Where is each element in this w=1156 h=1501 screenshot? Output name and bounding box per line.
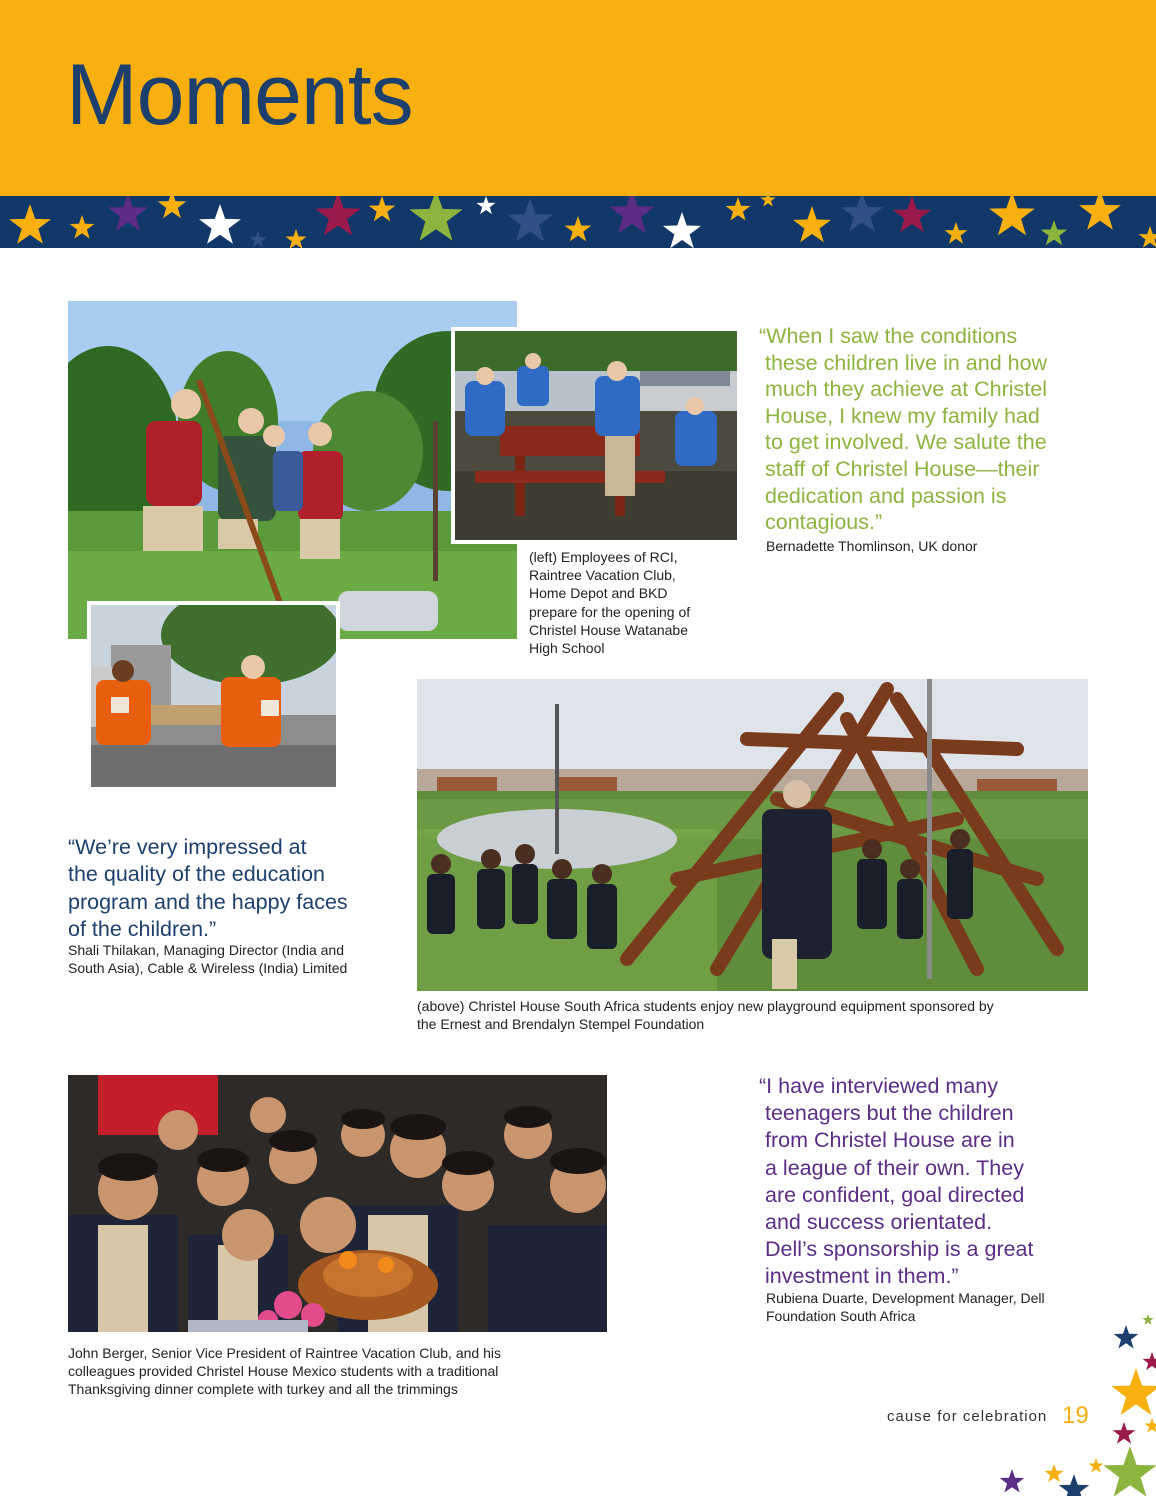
caption-line: the Ernest and Brendalyn Stempel Foundation — [417, 1016, 705, 1033]
quote-line: “I have interviewed many — [759, 1074, 998, 1098]
quote-bernadette — [759, 323, 1047, 536]
quote-line: program and the happy faces — [68, 889, 348, 914]
star-banner-art — [0, 196, 1156, 248]
caption-line: Thanksgiving dinner complete with turkey and all the trimmings — [68, 1381, 458, 1398]
quote-line: contagious.” — [765, 510, 883, 535]
caption-line: John Berger, Senior Vice President of Raintree Vacation Club, and his — [68, 1345, 501, 1361]
attribution-line: South Asia), Cable & Wireless (India) Limited — [68, 960, 348, 976]
quote-line: much they achieve at Christel — [765, 377, 1048, 402]
playground-photo — [417, 679, 1088, 991]
caption-thanksgiving — [68, 1344, 501, 1399]
attribution-line: Rubiena Duarte, Development Manager, Dell — [766, 1290, 1045, 1306]
quote-line: and success orientated. — [765, 1210, 993, 1235]
quote-line: House, I knew my family had — [765, 403, 1040, 428]
quote-line: from Christel House are in — [765, 1128, 1015, 1153]
caption-volunteers — [529, 548, 690, 657]
quote-line: are confident, goal directed — [765, 1182, 1025, 1207]
caption-playground — [417, 997, 994, 1033]
quote-shali — [68, 834, 348, 943]
page-number: 19 — [1062, 1402, 1089, 1429]
quote-line: these children live in and how — [765, 350, 1048, 375]
quote-line: the quality of the education — [68, 862, 325, 887]
caption-line: (left) Employees of RCI, — [529, 549, 678, 565]
thanksgiving-photo — [68, 1075, 607, 1332]
quote-rubiena — [759, 1073, 1034, 1291]
attribution-line: Foundation South Africa — [766, 1308, 916, 1324]
quote-line: “When I saw the conditions — [759, 324, 1018, 348]
caption-line: Home Depot and BKD — [529, 585, 668, 602]
corner-stars-icon — [990, 1306, 1156, 1496]
quote-attribution — [68, 941, 347, 977]
quote-line: staff of Christel House—their — [765, 456, 1040, 481]
footer-text: cause for celebration — [887, 1408, 1048, 1425]
page-title: Moments — [66, 47, 413, 143]
caption-line: prepare for the opening of — [529, 603, 691, 620]
caption-line: colleagues provided Christel House Mexico students with a traditional — [68, 1363, 499, 1380]
quote-line: Dell’s sponsorship is a great — [765, 1237, 1034, 1262]
truck-photo — [87, 601, 340, 791]
banner-stars-icon — [9, 196, 1156, 248]
quote-line: investment in them.” — [765, 1264, 959, 1289]
quote-line: a league of their own. They — [765, 1155, 1024, 1180]
quote-line: teenagers but the children — [765, 1101, 1014, 1126]
caption-line: High School — [529, 640, 605, 657]
attribution-line: Shali Thilakan, Managing Director (India and — [68, 942, 345, 958]
caption-line: Christel House Watanabe — [529, 621, 689, 638]
star-banner — [0, 196, 1156, 248]
caption-line: Raintree Vacation Club, — [529, 567, 676, 584]
quote-line: dedication and passion is — [765, 483, 1007, 508]
caption-line: (above) Christel House South Africa students enjoy new playground equipment sponsored by — [417, 998, 994, 1014]
picnic-table-photo — [451, 327, 741, 544]
quote-line: “We’re very impressed at — [68, 835, 307, 859]
quote-line: of the children.” — [68, 916, 217, 941]
quote-line: to get involved. We salute the — [765, 430, 1047, 455]
quote-attribution: Bernadette Thomlinson, UK donor — [766, 538, 978, 554]
tree-planting-photo — [68, 301, 517, 639]
